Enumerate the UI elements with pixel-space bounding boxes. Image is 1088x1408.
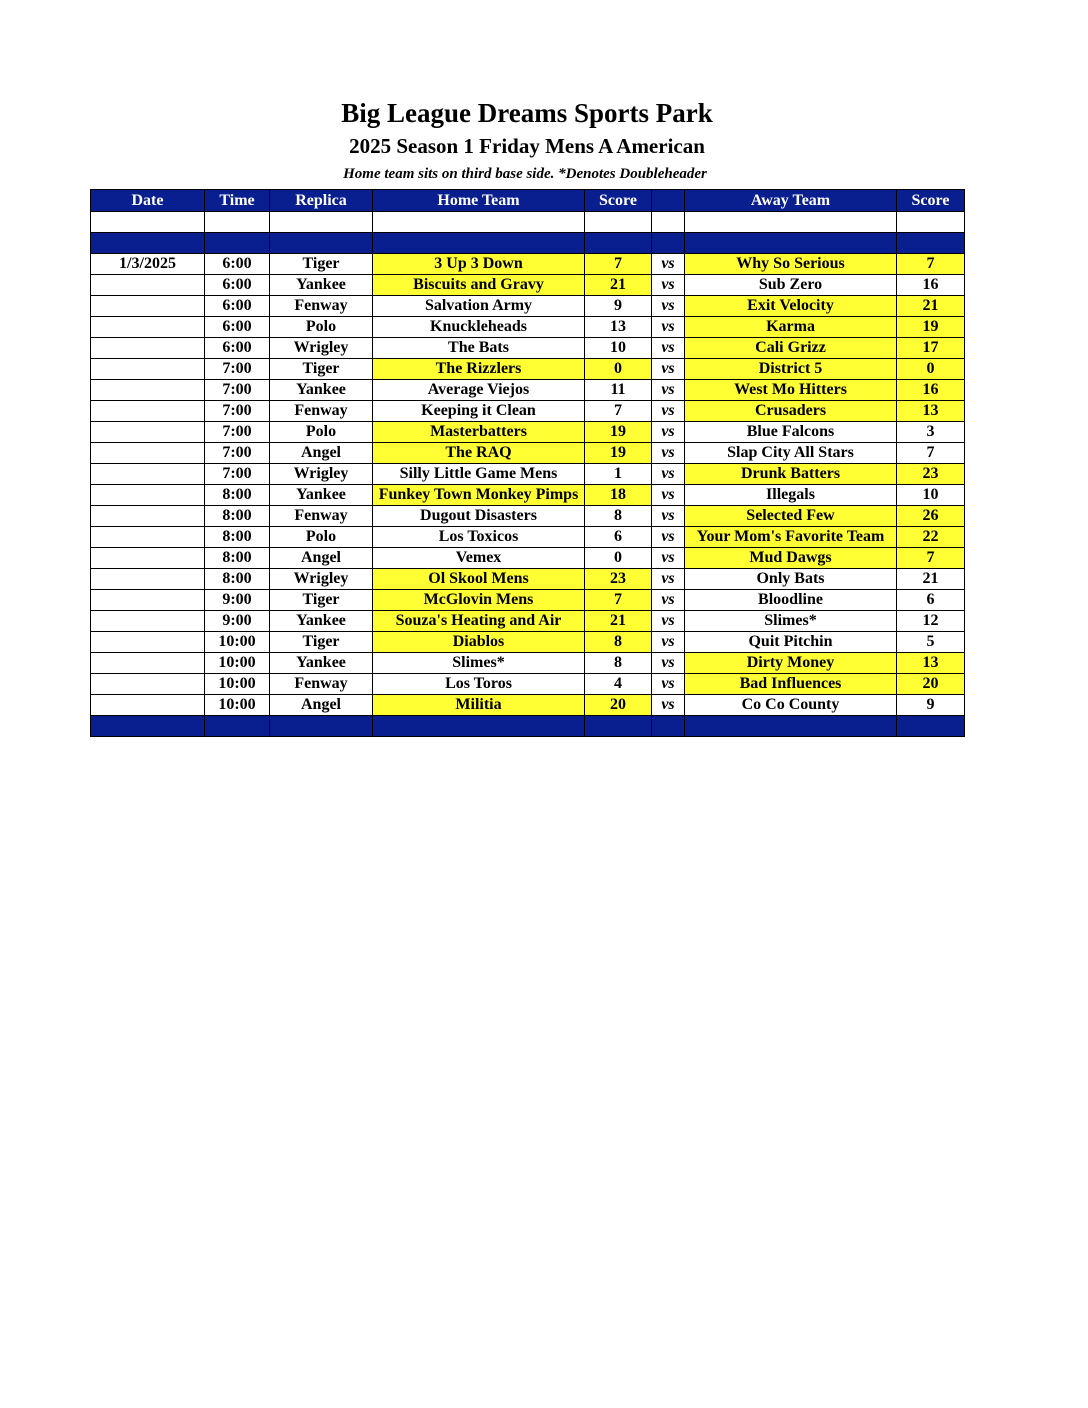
vs-label: vs — [652, 275, 685, 296]
date-cell — [91, 338, 205, 359]
vs-label: vs — [652, 695, 685, 716]
time-cell: 7:00 — [205, 464, 270, 485]
replica-cell: Fenway — [270, 506, 373, 527]
game-row — [91, 632, 965, 653]
game-row — [91, 359, 965, 380]
away-team-cell: Sub Zero — [685, 275, 897, 296]
date-cell — [91, 590, 205, 611]
col-header-away-team: Away Team — [685, 190, 897, 212]
replica-cell: Tiger — [270, 632, 373, 653]
date-cell — [91, 401, 205, 422]
away-team-cell: District 5 — [685, 359, 897, 380]
vs-label: vs — [652, 527, 685, 548]
game-row — [91, 569, 965, 590]
away-score-cell: 7 — [897, 254, 965, 275]
vs-label: vs — [652, 569, 685, 590]
time-cell: 7:00 — [205, 443, 270, 464]
away-team-cell: West Mo Hitters — [685, 380, 897, 401]
footer-row — [91, 716, 965, 737]
away-score-cell: 0 — [897, 359, 965, 380]
game-row — [91, 506, 965, 527]
away-score-cell: 17 — [897, 338, 965, 359]
schedule-body — [91, 212, 965, 737]
time-cell: 9:00 — [205, 611, 270, 632]
home-team-cell: Biscuits and Gravy — [373, 275, 585, 296]
date-cell — [91, 317, 205, 338]
home-score-cell: 9 — [585, 296, 652, 317]
away-team-cell: Karma — [685, 317, 897, 338]
away-score-cell: 23 — [897, 464, 965, 485]
game-row — [91, 275, 965, 296]
header-row — [91, 190, 965, 212]
home-score-cell: 10 — [585, 338, 652, 359]
game-row — [91, 422, 965, 443]
game-row — [91, 443, 965, 464]
away-team-cell: Bloodline — [685, 590, 897, 611]
replica-cell: Polo — [270, 422, 373, 443]
home-team-cell: Los Toros — [373, 674, 585, 695]
home-team-cell: Salvation Army — [373, 296, 585, 317]
away-team-cell: Bad Influences — [685, 674, 897, 695]
home-team-cell: Souza's Heating and Air — [373, 611, 585, 632]
away-score-cell: 21 — [897, 569, 965, 590]
replica-cell: Tiger — [270, 359, 373, 380]
date-cell — [91, 653, 205, 674]
date-cell — [91, 275, 205, 296]
game-row — [91, 254, 965, 275]
time-cell: 10:00 — [205, 695, 270, 716]
home-score-cell: 20 — [585, 695, 652, 716]
home-score-cell: 1 — [585, 464, 652, 485]
away-score-cell: 7 — [897, 443, 965, 464]
replica-cell: Fenway — [270, 401, 373, 422]
time-cell: 8:00 — [205, 527, 270, 548]
replica-cell: Yankee — [270, 275, 373, 296]
time-cell: 10:00 — [205, 674, 270, 695]
away-team-cell: Slap City All Stars — [685, 443, 897, 464]
home-score-cell: 23 — [585, 569, 652, 590]
home-team-cell: Vemex — [373, 548, 585, 569]
game-row — [91, 296, 965, 317]
date-cell — [91, 380, 205, 401]
vs-label: vs — [652, 401, 685, 422]
game-row — [91, 464, 965, 485]
date-cell — [91, 674, 205, 695]
vs-label: vs — [652, 317, 685, 338]
date-cell — [91, 569, 205, 590]
vs-label: vs — [652, 338, 685, 359]
away-score-cell: 16 — [897, 275, 965, 296]
away-score-cell: 3 — [897, 422, 965, 443]
home-score-cell: 8 — [585, 506, 652, 527]
schedule-note: Home team sits on third base side. *Denotes Doubleheader — [343, 166, 707, 182]
time-cell: 6:00 — [205, 254, 270, 275]
away-score-cell: 7 — [897, 548, 965, 569]
col-header-home-score: Score — [585, 190, 652, 212]
date-cell — [91, 632, 205, 653]
home-team-cell: Los Toxicos — [373, 527, 585, 548]
replica-cell: Fenway — [270, 296, 373, 317]
vs-label: vs — [652, 506, 685, 527]
home-score-cell: 4 — [585, 674, 652, 695]
home-score-cell: 6 — [585, 527, 652, 548]
away-score-cell: 13 — [897, 401, 965, 422]
away-score-cell: 22 — [897, 527, 965, 548]
away-score-cell: 26 — [897, 506, 965, 527]
game-row — [91, 401, 965, 422]
away-score-cell: 6 — [897, 590, 965, 611]
home-score-cell: 8 — [585, 653, 652, 674]
away-score-cell: 13 — [897, 653, 965, 674]
game-row — [91, 338, 965, 359]
away-score-cell: 20 — [897, 674, 965, 695]
away-score-cell: 9 — [897, 695, 965, 716]
date-cell: 1/3/2025 — [91, 254, 205, 275]
col-header-date: Date — [91, 190, 205, 212]
replica-cell: Angel — [270, 695, 373, 716]
home-team-cell: The RAQ — [373, 443, 585, 464]
replica-cell: Polo — [270, 317, 373, 338]
col-header-replica: Replica — [270, 190, 373, 212]
date-cell — [91, 695, 205, 716]
time-cell: 6:00 — [205, 296, 270, 317]
home-score-cell: 21 — [585, 611, 652, 632]
home-team-cell: The Bats — [373, 338, 585, 359]
home-team-cell: Knuckleheads — [373, 317, 585, 338]
home-team-cell: McGlovin Mens — [373, 590, 585, 611]
away-score-cell: 16 — [897, 380, 965, 401]
home-team-cell: 3 Up 3 Down — [373, 254, 585, 275]
home-score-cell: 8 — [585, 632, 652, 653]
vs-label: vs — [652, 611, 685, 632]
date-cell — [91, 443, 205, 464]
vs-label: vs — [652, 632, 685, 653]
time-cell: 6:00 — [205, 338, 270, 359]
game-row — [91, 380, 965, 401]
away-score-cell: 10 — [897, 485, 965, 506]
time-cell: 6:00 — [205, 275, 270, 296]
replica-cell: Yankee — [270, 611, 373, 632]
home-score-cell: 0 — [585, 359, 652, 380]
replica-cell: Angel — [270, 443, 373, 464]
col-header-time: Time — [205, 190, 270, 212]
home-score-cell: 7 — [585, 254, 652, 275]
vs-label: vs — [652, 464, 685, 485]
game-row — [91, 548, 965, 569]
game-row — [91, 674, 965, 695]
game-row — [91, 590, 965, 611]
vs-label: vs — [652, 359, 685, 380]
vs-label: vs — [652, 674, 685, 695]
time-cell: 8:00 — [205, 569, 270, 590]
time-cell: 9:00 — [205, 590, 270, 611]
home-team-cell: Masterbatters — [373, 422, 585, 443]
time-cell: 7:00 — [205, 380, 270, 401]
away-team-cell: Cali Grizz — [685, 338, 897, 359]
divider-row — [91, 233, 965, 254]
home-score-cell: 18 — [585, 485, 652, 506]
vs-label: vs — [652, 443, 685, 464]
col-header-vs — [652, 190, 685, 212]
vs-label: vs — [652, 590, 685, 611]
home-team-cell: Slimes* — [373, 653, 585, 674]
home-team-cell: Funkey Town Monkey Pimps — [373, 485, 585, 506]
schedule-table — [90, 189, 965, 737]
home-team-cell: Militia — [373, 695, 585, 716]
time-cell: 8:00 — [205, 548, 270, 569]
time-cell: 10:00 — [205, 632, 270, 653]
time-cell: 7:00 — [205, 359, 270, 380]
time-cell: 6:00 — [205, 317, 270, 338]
home-score-cell: 7 — [585, 401, 652, 422]
away-team-cell: Mud Dawgs — [685, 548, 897, 569]
away-team-cell: Illegals — [685, 485, 897, 506]
date-cell — [91, 359, 205, 380]
away-team-cell: Slimes* — [685, 611, 897, 632]
away-team-cell: Dirty Money — [685, 653, 897, 674]
away-score-cell: 19 — [897, 317, 965, 338]
page-subtitle: 2025 Season 1 Friday Mens A American — [349, 134, 705, 158]
date-cell — [91, 485, 205, 506]
home-team-cell: Keeping it Clean — [373, 401, 585, 422]
replica-cell: Wrigley — [270, 464, 373, 485]
date-cell — [91, 506, 205, 527]
vs-label: vs — [652, 380, 685, 401]
date-cell — [91, 296, 205, 317]
home-score-cell: 21 — [585, 275, 652, 296]
replica-cell: Polo — [270, 527, 373, 548]
time-cell: 7:00 — [205, 401, 270, 422]
replica-cell: Tiger — [270, 254, 373, 275]
page-title: Big League Dreams Sports Park — [341, 98, 713, 128]
spacer-row — [91, 212, 965, 233]
time-cell: 7:00 — [205, 422, 270, 443]
game-row — [91, 653, 965, 674]
vs-label: vs — [652, 653, 685, 674]
away-team-cell: Your Mom's Favorite Team — [685, 527, 897, 548]
away-team-cell: Quit Pitchin — [685, 632, 897, 653]
time-cell: 8:00 — [205, 506, 270, 527]
game-row — [91, 485, 965, 506]
replica-cell: Angel — [270, 548, 373, 569]
away-team-cell: Crusaders — [685, 401, 897, 422]
replica-cell: Wrigley — [270, 569, 373, 590]
home-score-cell: 19 — [585, 443, 652, 464]
game-row — [91, 611, 965, 632]
home-score-cell: 0 — [585, 548, 652, 569]
game-row — [91, 695, 965, 716]
col-header-away-score: Score — [897, 190, 965, 212]
home-team-cell: Ol Skool Mens — [373, 569, 585, 590]
home-score-cell: 11 — [585, 380, 652, 401]
away-team-cell: Drunk Batters — [685, 464, 897, 485]
vs-label: vs — [652, 422, 685, 443]
game-row — [91, 527, 965, 548]
away-score-cell: 5 — [897, 632, 965, 653]
date-cell — [91, 611, 205, 632]
replica-cell: Yankee — [270, 653, 373, 674]
away-team-cell: Why So Serious — [685, 254, 897, 275]
date-cell — [91, 548, 205, 569]
date-cell — [91, 422, 205, 443]
col-header-home-team: Home Team — [373, 190, 585, 212]
replica-cell: Wrigley — [270, 338, 373, 359]
date-cell — [91, 527, 205, 548]
time-cell: 8:00 — [205, 485, 270, 506]
replica-cell: Yankee — [270, 380, 373, 401]
date-cell — [91, 464, 205, 485]
home-score-cell: 19 — [585, 422, 652, 443]
away-score-cell: 12 — [897, 611, 965, 632]
replica-cell: Fenway — [270, 674, 373, 695]
vs-label: vs — [652, 296, 685, 317]
home-team-cell: Silly Little Game Mens — [373, 464, 585, 485]
home-score-cell: 7 — [585, 590, 652, 611]
time-cell: 10:00 — [205, 653, 270, 674]
home-team-cell: Diablos — [373, 632, 585, 653]
replica-cell: Yankee — [270, 485, 373, 506]
replica-cell: Tiger — [270, 590, 373, 611]
home-team-cell: The Rizzlers — [373, 359, 585, 380]
away-team-cell: Only Bats — [685, 569, 897, 590]
vs-label: vs — [652, 485, 685, 506]
vs-label: vs — [652, 548, 685, 569]
game-row — [91, 317, 965, 338]
away-team-cell: Blue Falcons — [685, 422, 897, 443]
away-team-cell: Co Co County — [685, 695, 897, 716]
away-team-cell: Exit Velocity — [685, 296, 897, 317]
home-score-cell: 13 — [585, 317, 652, 338]
home-team-cell: Average Viejos — [373, 380, 585, 401]
away-team-cell: Selected Few — [685, 506, 897, 527]
home-team-cell: Dugout Disasters — [373, 506, 585, 527]
vs-label: vs — [652, 254, 685, 275]
away-score-cell: 21 — [897, 296, 965, 317]
